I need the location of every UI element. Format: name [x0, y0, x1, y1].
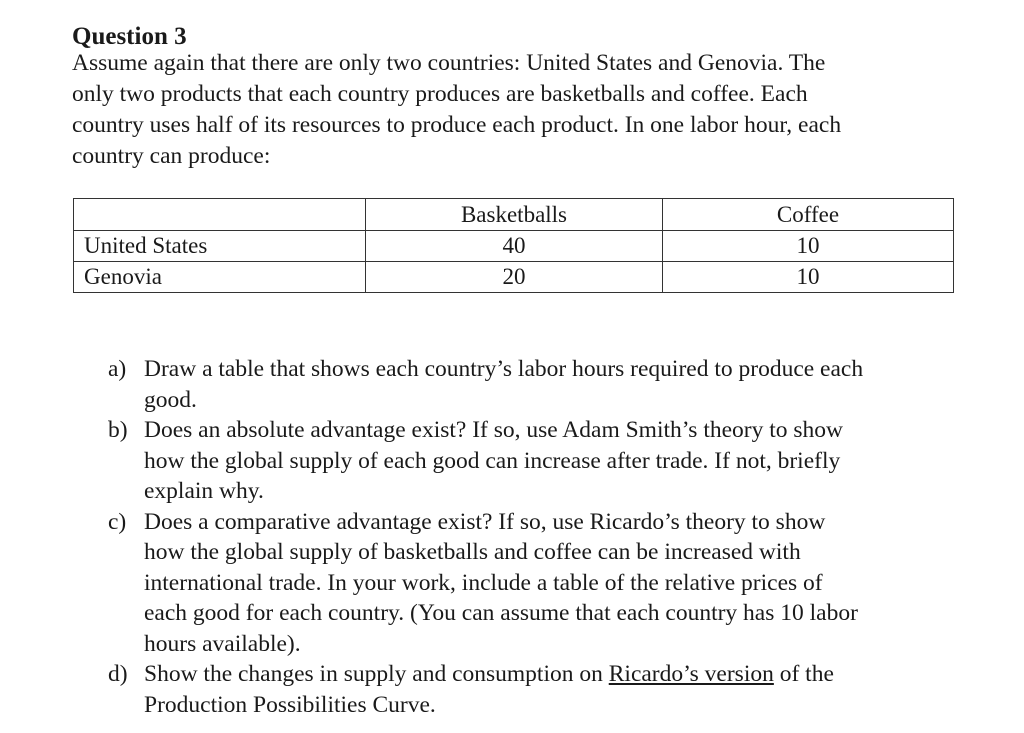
part-line [144, 659, 968, 690]
question-intro [72, 48, 952, 172]
part-letter: d) [108, 661, 128, 687]
part-letter: a) [108, 356, 127, 382]
part-a [108, 354, 968, 415]
basketballs-cell: 40 [366, 231, 663, 262]
country-cell: United States [74, 231, 366, 262]
part-line: Draw a table that shows each country’s labor hours required to produce each [144, 356, 864, 382]
part-line: Does an absolute advantage exist? If so, use Adam Smith’s theory to show [144, 417, 843, 443]
part-line: how the global supply of basketballs and coffee can be increased with [144, 539, 801, 565]
coffee-cell: 10 [663, 262, 954, 293]
intro-line: Assume again that there are only two countries: United States and Genovia. The [72, 50, 826, 76]
question-parts-list [108, 354, 968, 720]
part-line: Production Possibilities Curve. [144, 691, 436, 718]
question-title: Question 3 [72, 23, 187, 50]
part-line: Does a comparative advantage exist? If so, use Ricardo’s theory to show [144, 508, 826, 535]
intro-line: only two products that each country produces are basketballs and coffee. Each [72, 81, 808, 107]
part-line: how the global supply of each good can increase after trade. If not, briefly [144, 447, 841, 474]
part-b [108, 415, 968, 507]
country-cell: Genovia [74, 262, 366, 293]
basketballs-cell: 20 [366, 262, 663, 293]
part-line: hours available). [144, 630, 301, 657]
part-c [108, 507, 968, 660]
table-row [74, 262, 954, 293]
header-cell-basketballs: Basketballs [366, 199, 663, 231]
part-d [108, 659, 968, 720]
ricardo-version-underlined-text: Ricardo’s version [608, 661, 774, 687]
header-cell-coffee: Coffee [663, 199, 954, 231]
part-d-text-after: of the [773, 661, 834, 687]
part-line: explain why. [144, 478, 264, 504]
intro-line: country uses half of its resources to produce each product. In one labor hour, each [72, 112, 842, 138]
production-table [73, 198, 954, 293]
table-header-row [74, 199, 954, 231]
part-line: good. [144, 386, 197, 413]
part-letter: c) [108, 508, 127, 535]
part-letter: b) [108, 417, 128, 443]
intro-line: country can produce: [72, 143, 271, 169]
header-cell-blank [74, 199, 366, 231]
part-line: international trade. In your work, include a table of the relative prices of [144, 569, 823, 596]
part-line: each good for each country. (You can assume that each country has 10 labor [144, 600, 858, 626]
part-d-text-before: Show the changes in supply and consumption on [144, 661, 609, 687]
table-row [74, 231, 954, 262]
coffee-cell: 10 [663, 231, 954, 262]
